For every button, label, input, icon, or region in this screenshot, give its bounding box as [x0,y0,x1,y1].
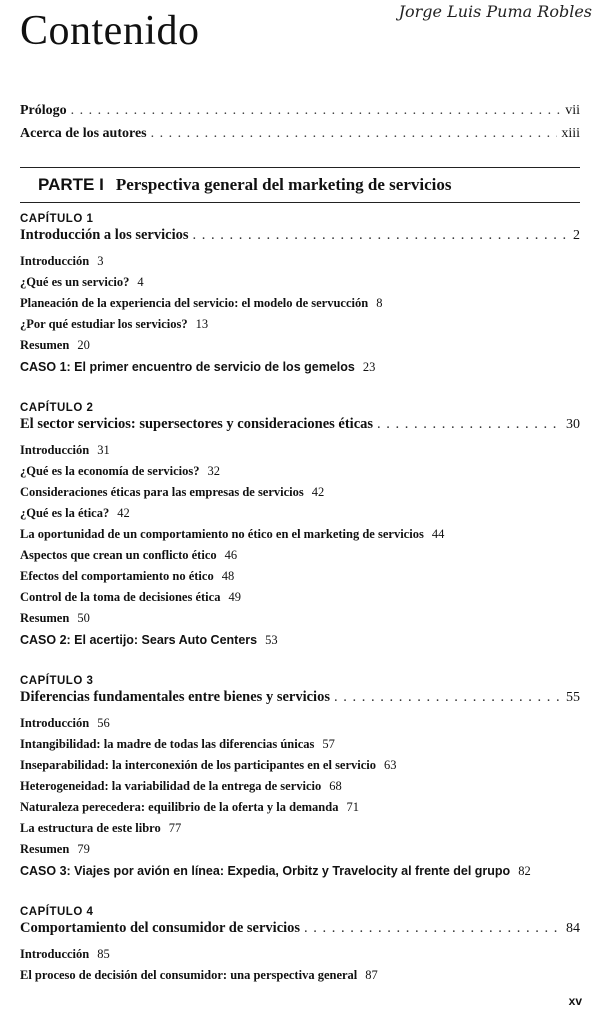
section-title: Resumen [20,338,70,352]
section-page: 77 [168,821,182,835]
case-page: 53 [265,633,278,647]
leader-dots [151,126,558,142]
chapter-page: 30 [566,417,580,432]
section-entry[interactable] [20,482,580,503]
section-title: ¿Qué es la economía de servicios? [20,464,200,478]
section-page: 68 [329,779,342,793]
section-page: 48 [221,569,235,583]
section-title: Planeación de la experiencia del servicio: el modelo de servucción [20,296,369,310]
section-page: 79 [77,842,90,856]
section-page: 63 [384,758,397,772]
leader-dots [71,103,562,119]
section-entry[interactable] [20,503,580,524]
section-page: 32 [207,464,220,478]
section-page: 42 [117,506,130,520]
part-title: Perspectiva general del marketing de servicios [115,175,452,194]
section-title: Introducción [20,716,90,730]
section-title: Naturaleza perecedera: equilibrio de la oferta y la demanda [20,800,339,814]
section-page: 13 [195,317,209,331]
leader-dots [304,920,562,937]
chapter-block [20,211,580,378]
section-entry[interactable] [20,839,580,860]
section-title: El proceso de decisión del consumidor: una perspectiva general [20,968,358,982]
section-title: Introducción [20,947,90,961]
part-label: PARTE I [38,175,104,194]
section-entry[interactable] [20,797,580,818]
chapter-title: El sector servicios: supersectores y consideraciones éticas [20,416,374,432]
section-entry[interactable] [20,944,580,965]
case-entry[interactable] [20,860,580,882]
section-page: 42 [311,485,325,499]
chapter-page: 55 [566,690,580,705]
section-page: 50 [77,611,90,625]
chapter-title-entry[interactable] [20,416,580,440]
section-page: 31 [97,443,110,457]
section-page: 46 [224,548,238,562]
section-title: Inseparabilidad: la interconexión de los participantes en el servicio [20,758,377,772]
part-heading [20,167,580,203]
toc-entry-page: vii [565,103,580,118]
section-entry[interactable] [20,272,580,293]
chapter-page: 84 [566,921,580,936]
section-entry[interactable] [20,734,580,755]
section-entry[interactable] [20,440,580,461]
section-title: ¿Qué es la ética? [20,506,110,520]
toc-entry-label: Acerca de los autores [20,126,147,141]
section-title: ¿Por qué estudiar los servicios? [20,317,188,331]
case-title: CASO 3: Viajes por avión en línea: Expedia, Orbitz y Travelocity al frente del grupo [20,864,511,878]
case-page: 82 [518,864,531,878]
section-entry[interactable] [20,566,580,587]
leader-dots [377,416,562,433]
section-title: Introducción [20,254,90,268]
chapter-label: CAPÍTULO 1 [20,213,94,225]
section-page: 44 [431,527,445,541]
chapter-title-entry[interactable] [20,227,580,251]
section-title: Heterogeneidad: la variabilidad de la entrega de servicio [20,779,322,793]
chapter-block [20,400,580,651]
leader-dots [334,689,562,706]
section-title: La estructura de este libro [20,821,161,835]
section-title: Efectos del comportamiento no ético [20,569,214,583]
case-entry[interactable] [20,356,580,378]
section-entry[interactable] [20,713,580,734]
toc-entry-prologo[interactable] [20,103,580,126]
case-title: CASO 1: El primer encuentro de servicio de los gemelos [20,360,355,374]
toc-entry-label: Prólogo [20,103,67,118]
front-matter-list [20,103,580,149]
toc-entry-autores[interactable] [20,126,580,149]
chapter-page: 2 [573,228,580,243]
section-page: 71 [346,800,359,814]
section-title: Introducción [20,443,90,457]
chapter-list [20,207,580,986]
section-title: Aspectos que crean un conflicto ético [20,548,217,562]
section-title: La oportunidad de un comportamiento no ético en el marketing de servicios [20,527,424,541]
leader-dots [193,227,570,244]
page-number: xv [568,994,582,1008]
chapter-block [20,673,580,882]
section-title: Resumen [20,842,70,856]
toc-entry-page: xiii [561,126,580,141]
section-entry[interactable] [20,251,580,272]
section-entry[interactable] [20,524,580,545]
case-title: CASO 2: El acertijo: Sears Auto Centers [20,633,258,647]
section-page: 8 [376,296,383,310]
section-title: Consideraciones éticas para las empresas de servicios [20,485,304,499]
section-page: 3 [97,254,104,268]
section-entry[interactable] [20,545,580,566]
case-entry[interactable] [20,629,580,651]
section-entry[interactable] [20,776,580,797]
section-page: 87 [365,968,378,982]
section-entry[interactable] [20,314,580,335]
section-entry[interactable] [20,587,580,608]
section-entry[interactable] [20,965,580,986]
section-page: 4 [137,275,144,289]
section-entry[interactable] [20,818,580,839]
section-title: ¿Qué es un servicio? [20,275,130,289]
section-page: 56 [97,716,110,730]
section-title: Intangibilidad: la madre de todas las diferencias únicas [20,737,315,751]
section-page: 20 [77,338,90,352]
chapter-label: CAPÍTULO 4 [20,906,94,918]
section-entry[interactable] [20,335,580,356]
section-page: 49 [228,590,241,604]
section-entry[interactable] [20,461,580,482]
section-page: 85 [97,947,110,961]
chapter-label: CAPÍTULO 3 [20,675,94,687]
chapter-title: Diferencias fundamentales entre bienes y servicios [20,689,330,705]
chapter-title: Introducción a los servicios [20,227,189,243]
chapter-title-entry[interactable] [20,689,580,713]
chapter-label: CAPÍTULO 2 [20,402,94,414]
chapter-title-entry[interactable] [20,920,580,944]
chapter-block [20,904,580,986]
chapter-title: Comportamiento del consumidor de servicios [20,920,301,936]
section-page: 57 [322,737,335,751]
section-title: Control de la toma de decisiones ética [20,590,221,604]
case-page: 23 [362,360,376,374]
author-signature: Jorge Luis Puma Robles [398,2,592,21]
section-title: Resumen [20,611,70,625]
section-entry[interactable] [20,608,580,629]
page-title: Contenido [20,8,200,54]
section-entry[interactable] [20,755,580,776]
section-entry[interactable] [20,293,580,314]
